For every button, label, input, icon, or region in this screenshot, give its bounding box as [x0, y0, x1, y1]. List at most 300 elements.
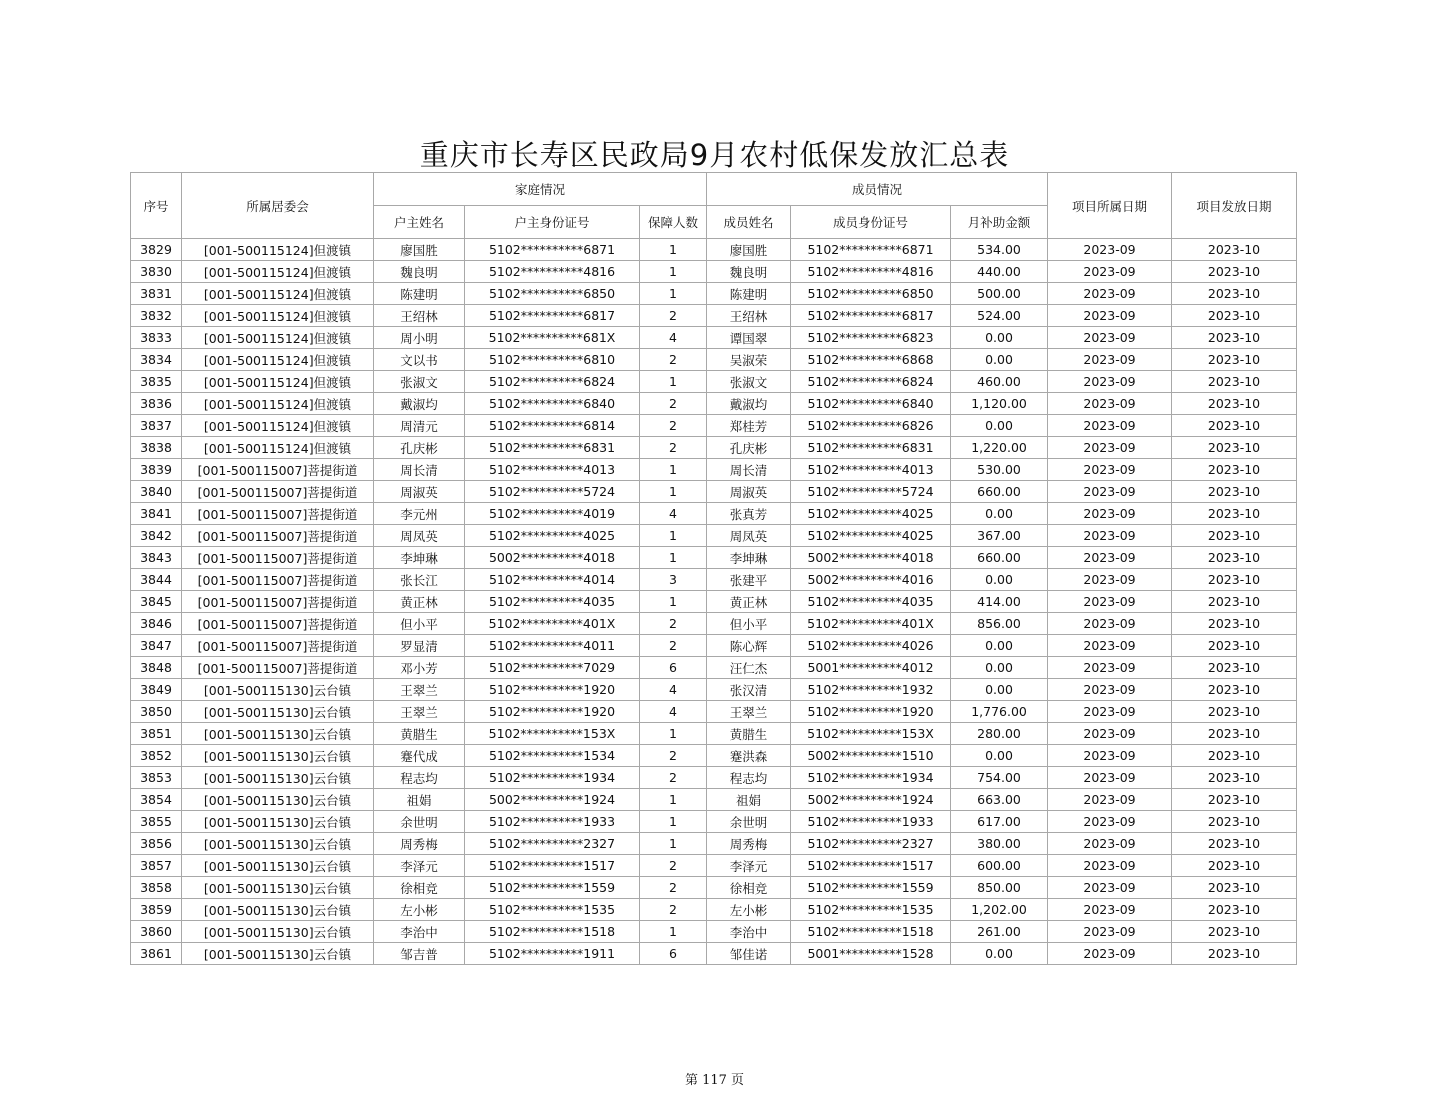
cell-head-id: 5002**********4018: [465, 547, 640, 569]
cell-member-name: 廖国胜: [707, 239, 791, 261]
cell-project-date: 2023-09: [1048, 349, 1172, 371]
cell-member-name: 程志均: [707, 767, 791, 789]
table-row: [131, 371, 1297, 393]
header-head-id: 户主身份证号: [465, 206, 640, 239]
cell-release-date: 2023-10: [1172, 613, 1297, 635]
cell-head-id: 5102**********4035: [465, 591, 640, 613]
cell-seq: 3839: [131, 459, 182, 481]
cell-amount: 1,776.00: [951, 701, 1048, 723]
cell-covered: 4: [640, 327, 707, 349]
cell-head-id: 5102**********5724: [465, 481, 640, 503]
cell-project-date: 2023-09: [1048, 921, 1172, 943]
cell-committee: [001-500115124]但渡镇: [182, 349, 374, 371]
cell-head-name: 孔庆彬: [374, 437, 465, 459]
cell-amount: 530.00: [951, 459, 1048, 481]
cell-member-name: 孔庆彬: [707, 437, 791, 459]
cell-committee: [001-500115130]云台镇: [182, 789, 374, 811]
cell-release-date: 2023-10: [1172, 437, 1297, 459]
cell-amount: 754.00: [951, 767, 1048, 789]
cell-member-name: 周长清: [707, 459, 791, 481]
cell-release-date: 2023-10: [1172, 239, 1297, 261]
cell-head-id: 5102**********1911: [465, 943, 640, 965]
cell-project-date: 2023-09: [1048, 503, 1172, 525]
table-row: [131, 503, 1297, 525]
header-head-name: 户主姓名: [374, 206, 465, 239]
cell-committee: [001-500115124]但渡镇: [182, 305, 374, 327]
cell-head-id: 5102**********681X: [465, 327, 640, 349]
table-body: [131, 239, 1297, 965]
cell-release-date: 2023-10: [1172, 525, 1297, 547]
cell-member-name: 邹佳诺: [707, 943, 791, 965]
cell-project-date: 2023-09: [1048, 943, 1172, 965]
cell-project-date: 2023-09: [1048, 679, 1172, 701]
cell-head-name: 周小明: [374, 327, 465, 349]
cell-head-id: 5102**********6831: [465, 437, 640, 459]
cell-committee: [001-500115130]云台镇: [182, 921, 374, 943]
cell-release-date: 2023-10: [1172, 701, 1297, 723]
cell-amount: 0.00: [951, 943, 1048, 965]
cell-head-name: 王绍林: [374, 305, 465, 327]
cell-member-id: 5002**********1510: [791, 745, 951, 767]
cell-member-id: 5102**********4013: [791, 459, 951, 481]
cell-amount: 367.00: [951, 525, 1048, 547]
cell-committee: [001-500115130]云台镇: [182, 767, 374, 789]
cell-head-id: 5102**********6817: [465, 305, 640, 327]
cell-member-id: 5102**********5724: [791, 481, 951, 503]
cell-head-id: 5102**********1934: [465, 767, 640, 789]
cell-head-name: 但小平: [374, 613, 465, 635]
cell-amount: 0.00: [951, 745, 1048, 767]
cell-head-id: 5102**********7029: [465, 657, 640, 679]
table-row: [131, 459, 1297, 481]
cell-member-name: 王绍林: [707, 305, 791, 327]
cell-seq: 3845: [131, 591, 182, 613]
cell-project-date: 2023-09: [1048, 569, 1172, 591]
cell-seq: 3841: [131, 503, 182, 525]
cell-release-date: 2023-10: [1172, 459, 1297, 481]
cell-release-date: 2023-10: [1172, 723, 1297, 745]
cell-amount: 0.00: [951, 503, 1048, 525]
cell-project-date: 2023-09: [1048, 239, 1172, 261]
cell-release-date: 2023-10: [1172, 503, 1297, 525]
cell-amount: 0.00: [951, 635, 1048, 657]
cell-head-name: 魏良明: [374, 261, 465, 283]
cell-release-date: 2023-10: [1172, 305, 1297, 327]
cell-member-id: 5102**********4816: [791, 261, 951, 283]
table-row: [131, 349, 1297, 371]
table-row: [131, 305, 1297, 327]
cell-committee: [001-500115124]但渡镇: [182, 283, 374, 305]
cell-covered: 2: [640, 855, 707, 877]
table-row: [131, 921, 1297, 943]
cell-project-date: 2023-09: [1048, 547, 1172, 569]
cell-project-date: 2023-09: [1048, 327, 1172, 349]
cell-member-name: 黄腊生: [707, 723, 791, 745]
cell-head-name: 李治中: [374, 921, 465, 943]
cell-release-date: 2023-10: [1172, 393, 1297, 415]
cell-head-name: 周长清: [374, 459, 465, 481]
cell-covered: 1: [640, 239, 707, 261]
table-row: [131, 239, 1297, 261]
cell-amount: 280.00: [951, 723, 1048, 745]
cell-head-name: 邓小芳: [374, 657, 465, 679]
cell-amount: 1,120.00: [951, 393, 1048, 415]
cell-seq: 3860: [131, 921, 182, 943]
header-seq: 序号: [131, 173, 182, 239]
cell-seq: 3858: [131, 877, 182, 899]
cell-committee: [001-500115124]但渡镇: [182, 261, 374, 283]
table-row: [131, 657, 1297, 679]
cell-project-date: 2023-09: [1048, 261, 1172, 283]
cell-amount: 850.00: [951, 877, 1048, 899]
table-row: [131, 899, 1297, 921]
cell-committee: [001-500115130]云台镇: [182, 811, 374, 833]
cell-member-id: 5102**********401X: [791, 613, 951, 635]
cell-head-name: 左小彬: [374, 899, 465, 921]
cell-head-name: 周凤英: [374, 525, 465, 547]
cell-committee: [001-500115130]云台镇: [182, 943, 374, 965]
cell-member-name: 徐相竞: [707, 877, 791, 899]
cell-head-name: 黄正林: [374, 591, 465, 613]
cell-committee: [001-500115124]但渡镇: [182, 437, 374, 459]
table-row: [131, 327, 1297, 349]
header-member-group: 成员情况: [707, 173, 1048, 206]
cell-head-id: 5102**********1559: [465, 877, 640, 899]
cell-seq: 3848: [131, 657, 182, 679]
cell-covered: 1: [640, 833, 707, 855]
cell-head-name: 廖国胜: [374, 239, 465, 261]
table-row: [131, 437, 1297, 459]
cell-project-date: 2023-09: [1048, 811, 1172, 833]
header-project-date: 项目所属日期: [1048, 173, 1172, 239]
cell-amount: 500.00: [951, 283, 1048, 305]
cell-seq: 3853: [131, 767, 182, 789]
table-row: [131, 261, 1297, 283]
cell-seq: 3859: [131, 899, 182, 921]
page-number: 第 117 页: [684, 1073, 745, 1088]
cell-seq: 3829: [131, 239, 182, 261]
cell-project-date: 2023-09: [1048, 305, 1172, 327]
cell-head-name: 陈建明: [374, 283, 465, 305]
cell-member-name: 吴淑荣: [707, 349, 791, 371]
cell-project-date: 2023-09: [1048, 613, 1172, 635]
cell-covered: 2: [640, 437, 707, 459]
cell-member-name: 陈建明: [707, 283, 791, 305]
cell-head-name: 文以书: [374, 349, 465, 371]
cell-release-date: 2023-10: [1172, 569, 1297, 591]
cell-member-id: 5102**********6817: [791, 305, 951, 327]
cell-seq: 3844: [131, 569, 182, 591]
cell-committee: [001-500115007]菩提街道: [182, 591, 374, 613]
cell-amount: 600.00: [951, 855, 1048, 877]
cell-committee: [001-500115007]菩提街道: [182, 459, 374, 481]
cell-seq: 3836: [131, 393, 182, 415]
cell-head-name: 邹吉普: [374, 943, 465, 965]
cell-head-name: 蹇代成: [374, 745, 465, 767]
cell-committee: [001-500115124]但渡镇: [182, 239, 374, 261]
cell-covered: 2: [640, 613, 707, 635]
cell-seq: 3838: [131, 437, 182, 459]
cell-member-id: 5001**********4012: [791, 657, 951, 679]
cell-member-name: 余世明: [707, 811, 791, 833]
cell-member-id: 5102**********4026: [791, 635, 951, 657]
cell-seq: 3850: [131, 701, 182, 723]
cell-release-date: 2023-10: [1172, 899, 1297, 921]
cell-release-date: 2023-10: [1172, 789, 1297, 811]
cell-release-date: 2023-10: [1172, 745, 1297, 767]
cell-committee: [001-500115124]但渡镇: [182, 393, 374, 415]
cell-seq: 3846: [131, 613, 182, 635]
cell-seq: 3834: [131, 349, 182, 371]
cell-committee: [001-500115130]云台镇: [182, 855, 374, 877]
cell-covered: 1: [640, 525, 707, 547]
cell-project-date: 2023-09: [1048, 723, 1172, 745]
header-member-id: 成员身份证号: [791, 206, 951, 239]
cell-amount: 663.00: [951, 789, 1048, 811]
cell-member-name: 周秀梅: [707, 833, 791, 855]
header-family-group: 家庭情况: [374, 173, 707, 206]
cell-member-id: 5102**********1920: [791, 701, 951, 723]
cell-seq: 3857: [131, 855, 182, 877]
cell-seq: 3833: [131, 327, 182, 349]
cell-amount: 660.00: [951, 547, 1048, 569]
cell-head-name: 李坤琳: [374, 547, 465, 569]
table-row: [131, 701, 1297, 723]
cell-project-date: 2023-09: [1048, 459, 1172, 481]
cell-covered: 1: [640, 789, 707, 811]
cell-member-name: 李治中: [707, 921, 791, 943]
cell-covered: 4: [640, 679, 707, 701]
cell-head-id: 5102**********4014: [465, 569, 640, 591]
cell-release-date: 2023-10: [1172, 921, 1297, 943]
cell-project-date: 2023-09: [1048, 899, 1172, 921]
cell-project-date: 2023-09: [1048, 525, 1172, 547]
cell-member-name: 张汉清: [707, 679, 791, 701]
cell-committee: [001-500115007]菩提街道: [182, 525, 374, 547]
cell-member-name: 黄正林: [707, 591, 791, 613]
cell-member-id: 5102**********6840: [791, 393, 951, 415]
cell-amount: 534.00: [951, 239, 1048, 261]
cell-project-date: 2023-09: [1048, 701, 1172, 723]
cell-head-id: 5102**********1920: [465, 679, 640, 701]
header-committee: 所属居委会: [182, 173, 374, 239]
table-row: [131, 415, 1297, 437]
cell-member-id: 5102**********1535: [791, 899, 951, 921]
cell-member-name: 周凤英: [707, 525, 791, 547]
cell-member-id: 5102**********1517: [791, 855, 951, 877]
cell-member-name: 左小彬: [707, 899, 791, 921]
cell-head-id: 5102**********1518: [465, 921, 640, 943]
cell-member-id: 5102**********1559: [791, 877, 951, 899]
table-row: [131, 393, 1297, 415]
table-row: [131, 943, 1297, 965]
cell-head-name: 王翠兰: [374, 701, 465, 723]
table-row: [131, 877, 1297, 899]
cell-head-name: 王翠兰: [374, 679, 465, 701]
cell-covered: 6: [640, 943, 707, 965]
cell-covered: 2: [640, 635, 707, 657]
cell-committee: [001-500115007]菩提街道: [182, 503, 374, 525]
cell-release-date: 2023-10: [1172, 547, 1297, 569]
cell-seq: 3856: [131, 833, 182, 855]
cell-member-name: 周淑英: [707, 481, 791, 503]
cell-amount: 1,202.00: [951, 899, 1048, 921]
cell-covered: 2: [640, 305, 707, 327]
cell-head-id: 5102**********4019: [465, 503, 640, 525]
cell-head-name: 周清元: [374, 415, 465, 437]
cell-committee: [001-500115130]云台镇: [182, 833, 374, 855]
cell-member-id: 5002**********4016: [791, 569, 951, 591]
cell-head-name: 张长江: [374, 569, 465, 591]
cell-amount: 414.00: [951, 591, 1048, 613]
cell-head-name: 罗显清: [374, 635, 465, 657]
cell-covered: 2: [640, 349, 707, 371]
cell-seq: 3849: [131, 679, 182, 701]
table-row: [131, 723, 1297, 745]
cell-member-id: 5102**********1518: [791, 921, 951, 943]
cell-project-date: 2023-09: [1048, 371, 1172, 393]
cell-committee: [001-500115130]云台镇: [182, 899, 374, 921]
cell-member-name: 张建平: [707, 569, 791, 591]
cell-covered: 2: [640, 393, 707, 415]
cell-amount: 617.00: [951, 811, 1048, 833]
cell-project-date: 2023-09: [1048, 591, 1172, 613]
table-row: [131, 679, 1297, 701]
cell-head-name: 戴淑均: [374, 393, 465, 415]
header-amount: 月补助金额: [951, 206, 1048, 239]
cell-committee: [001-500115130]云台镇: [182, 679, 374, 701]
summary-table: [130, 172, 1297, 965]
cell-member-name: 张真芳: [707, 503, 791, 525]
cell-release-date: 2023-10: [1172, 371, 1297, 393]
cell-member-id: 5102**********1934: [791, 767, 951, 789]
cell-head-id: 5102**********6824: [465, 371, 640, 393]
cell-covered: 1: [640, 283, 707, 305]
cell-member-id: 5102**********6824: [791, 371, 951, 393]
cell-member-name: 蹇洪森: [707, 745, 791, 767]
cell-project-date: 2023-09: [1048, 437, 1172, 459]
table-row: [131, 767, 1297, 789]
cell-covered: 3: [640, 569, 707, 591]
cell-project-date: 2023-09: [1048, 635, 1172, 657]
cell-member-id: 5102**********1932: [791, 679, 951, 701]
cell-covered: 2: [640, 877, 707, 899]
cell-committee: [001-500115007]菩提街道: [182, 657, 374, 679]
cell-member-id: 5102**********6850: [791, 283, 951, 305]
cell-member-name: 王翠兰: [707, 701, 791, 723]
cell-project-date: 2023-09: [1048, 415, 1172, 437]
cell-committee: [001-500115007]菩提街道: [182, 547, 374, 569]
cell-covered: 2: [640, 899, 707, 921]
cell-member-name: 戴淑均: [707, 393, 791, 415]
cell-committee: [001-500115007]菩提街道: [182, 569, 374, 591]
cell-committee: [001-500115130]云台镇: [182, 701, 374, 723]
cell-amount: 440.00: [951, 261, 1048, 283]
cell-project-date: 2023-09: [1048, 393, 1172, 415]
table-row: [131, 283, 1297, 305]
cell-seq: 3847: [131, 635, 182, 657]
cell-covered: 2: [640, 767, 707, 789]
cell-release-date: 2023-10: [1172, 855, 1297, 877]
cell-member-id: 5102**********4035: [791, 591, 951, 613]
cell-head-id: 5102**********401X: [465, 613, 640, 635]
cell-release-date: 2023-10: [1172, 283, 1297, 305]
table-row: [131, 833, 1297, 855]
cell-covered: 4: [640, 503, 707, 525]
cell-covered: 1: [640, 811, 707, 833]
cell-member-id: 5102**********2327: [791, 833, 951, 855]
cell-member-id: 5001**********1528: [791, 943, 951, 965]
cell-member-name: 魏良明: [707, 261, 791, 283]
cell-seq: 3837: [131, 415, 182, 437]
cell-covered: 4: [640, 701, 707, 723]
cell-seq: 3840: [131, 481, 182, 503]
table-row: [131, 591, 1297, 613]
cell-head-name: 张淑文: [374, 371, 465, 393]
cell-project-date: 2023-09: [1048, 877, 1172, 899]
cell-release-date: 2023-10: [1172, 833, 1297, 855]
cell-release-date: 2023-10: [1172, 877, 1297, 899]
table-row: [131, 569, 1297, 591]
cell-covered: 1: [640, 547, 707, 569]
cell-seq: 3861: [131, 943, 182, 965]
cell-member-id: 5002**********4018: [791, 547, 951, 569]
cell-project-date: 2023-09: [1048, 833, 1172, 855]
cell-release-date: 2023-10: [1172, 679, 1297, 701]
cell-seq: 3842: [131, 525, 182, 547]
table-row: [131, 635, 1297, 657]
cell-member-name: 祖娟: [707, 789, 791, 811]
table-row: [131, 547, 1297, 569]
cell-amount: 0.00: [951, 657, 1048, 679]
cell-amount: 524.00: [951, 305, 1048, 327]
cell-head-name: 李泽元: [374, 855, 465, 877]
cell-amount: 460.00: [951, 371, 1048, 393]
cell-head-id: 5102**********1535: [465, 899, 640, 921]
cell-member-id: 5102**********4025: [791, 503, 951, 525]
cell-member-id: 5102**********4025: [791, 525, 951, 547]
cell-head-id: 5102**********4025: [465, 525, 640, 547]
cell-head-name: 程志均: [374, 767, 465, 789]
cell-covered: 1: [640, 723, 707, 745]
cell-committee: [001-500115007]菩提街道: [182, 635, 374, 657]
cell-head-name: 周淑英: [374, 481, 465, 503]
table-row: [131, 855, 1297, 877]
cell-release-date: 2023-10: [1172, 635, 1297, 657]
cell-amount: 0.00: [951, 679, 1048, 701]
cell-release-date: 2023-10: [1172, 349, 1297, 371]
cell-member-id: 5102**********6868: [791, 349, 951, 371]
cell-covered: 2: [640, 415, 707, 437]
cell-release-date: 2023-10: [1172, 327, 1297, 349]
cell-covered: 6: [640, 657, 707, 679]
cell-seq: 3854: [131, 789, 182, 811]
cell-seq: 3831: [131, 283, 182, 305]
cell-release-date: 2023-10: [1172, 261, 1297, 283]
cell-amount: 0.00: [951, 569, 1048, 591]
cell-head-id: 5102**********2327: [465, 833, 640, 855]
cell-head-name: 黄腊生: [374, 723, 465, 745]
cell-head-name: 李元州: [374, 503, 465, 525]
cell-member-id: 5102**********6823: [791, 327, 951, 349]
cell-head-id: 5102**********153X: [465, 723, 640, 745]
cell-covered: 1: [640, 371, 707, 393]
cell-member-name: 李坤琳: [707, 547, 791, 569]
cell-committee: [001-500115130]云台镇: [182, 877, 374, 899]
header-member-name: 成员姓名: [707, 206, 791, 239]
page-title: 重庆市长寿区民政局9月农村低保发放汇总表: [419, 138, 1010, 172]
cell-amount: 1,220.00: [951, 437, 1048, 459]
